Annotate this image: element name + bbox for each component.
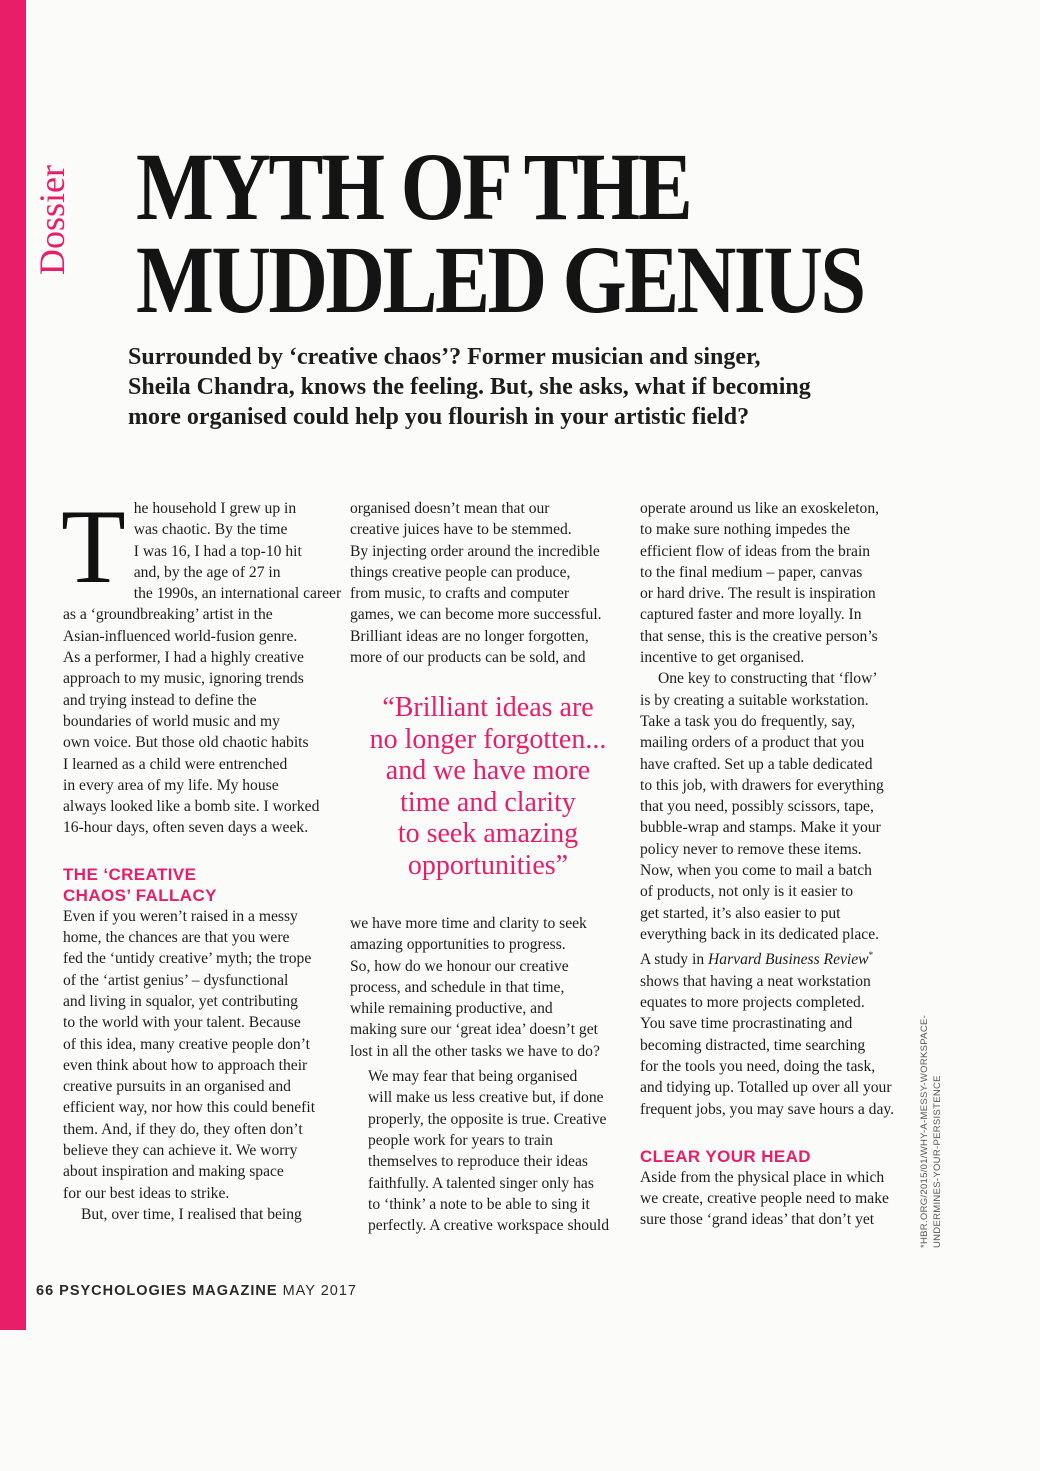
text-line: and tidying up. Totalled up over all your (640, 1079, 892, 1097)
text-line: to the world with your talent. Because (63, 1014, 301, 1032)
standfirst (128, 342, 968, 432)
text-line: will make us less creative but, if done (368, 1089, 604, 1107)
text-line: games, we can become more successful. (350, 606, 602, 624)
text-line: boundaries of world music and my (63, 712, 280, 730)
text-line: process, and schedule in that time, (350, 978, 565, 996)
paragraph (640, 1167, 910, 1231)
text-line: people work for years to train (368, 1131, 553, 1149)
text-line: from music, to crafts and computer (350, 585, 570, 603)
article-column-1 (61, 488, 342, 1225)
text-line: of the ‘artist genius’ – dysfunctional (63, 971, 289, 989)
text-line: we have more time and clarity to seek (350, 915, 587, 932)
text-line: always looked like a bomb site. I worked (63, 798, 320, 816)
text-line: of this idea, many creative people don’t (63, 1035, 310, 1053)
text-line: more of our products can be sold, and (350, 649, 586, 667)
text-line: themselves to reproduce their ideas (368, 1153, 588, 1171)
text-line: properly, the opposite is true. Creative (368, 1110, 607, 1128)
text-line: “Brilliant ideas are (382, 692, 594, 723)
text-line: to the final medium – paper, canvas (640, 563, 863, 581)
text-line: Asian-influenced world-fusion genre. (63, 627, 298, 645)
text-line: for the tools you need, doing the task, (640, 1057, 876, 1075)
paragraph (350, 1066, 626, 1236)
subheading-line: CHAOS’ FALLACY (63, 885, 217, 905)
text-line: for our best ideas to strike. (63, 1184, 230, 1202)
text-line: incentive to get organised. (640, 649, 805, 667)
paragraph (640, 498, 910, 668)
section-color-bar (0, 0, 26, 1330)
text-line: I learned as a child were entrenched (63, 755, 288, 773)
text-line: things creative people can produce, (350, 563, 571, 581)
citation-prefix: A study in (640, 951, 709, 969)
text-line: own voice. But those old chaotic habits (63, 734, 309, 752)
pull-quote (352, 692, 624, 881)
text-line: no longer forgotten... (369, 723, 607, 755)
text-line: while remaining productive, and (350, 1000, 553, 1018)
magazine-name: PSYCHOLOGIES MAGAZINE (59, 1283, 278, 1299)
text-line: sure those ‘grand ideas’ that don’t yet (640, 1211, 875, 1229)
standfirst-line: more organised could help you flourish in your artistic field? (128, 404, 750, 430)
article-column-2 (350, 498, 626, 1235)
text-line: about inspiration and making space (63, 1163, 284, 1181)
text-line: was chaotic. By the time (133, 521, 288, 539)
text-line: By injecting order around the incredible (350, 542, 600, 560)
text-line: and we have more (385, 755, 591, 786)
text-line: he household I grew up in (133, 500, 297, 517)
citation-line (640, 945, 910, 970)
text-line: that you need, possibly scissors, tape, (640, 798, 874, 816)
text-line: Now, when you come to mail a batch (640, 862, 872, 880)
text-line: the 1990s, an international career (133, 585, 342, 603)
text-line: even think about how to approach their (63, 1056, 308, 1074)
text-line: faithfully. A talented singer only has (368, 1174, 594, 1192)
text-line: efficient flow of ideas from the brain (640, 542, 871, 560)
text-line: lost in all the other tasks we have to do? (350, 1042, 600, 1060)
issue-date: MAY 2017 (282, 1283, 357, 1299)
text-line: One key to constructing that ‘flow’ (658, 670, 878, 688)
text-line: bubble-wrap and stamps. Make it your (640, 819, 881, 837)
text-line: Brilliant ideas are no longer forgotten, (350, 627, 589, 645)
text-line: frequent jobs, you may save hours a day. (640, 1100, 895, 1118)
standfirst-line: Surrounded by ‘creative chaos’? Former musician and singer, (128, 344, 761, 370)
headline (136, 133, 876, 333)
text-line: them. And, if they do, they often don’t (63, 1120, 303, 1138)
text-line: I was 16, I had a top-10 hit (133, 542, 302, 560)
text-line: equates to more projects completed. (640, 994, 865, 1012)
text-line: time and clarity (400, 786, 576, 818)
headline-line: MUDDLED GENIUS (136, 226, 864, 333)
text-line: shows that having a neat workstation (640, 972, 871, 990)
text-line: to ‘think’ a note to be able to sing it (368, 1195, 590, 1213)
text-line: creative juices have to be stemmed. (350, 521, 572, 539)
text-line: opportunities” (407, 849, 569, 881)
paragraph (63, 906, 325, 1204)
text-line: perfectly. A creative workspace should (368, 1217, 610, 1235)
standfirst-line: Sheila Chandra, knows the feeling. But, she asks, what if becoming (128, 374, 811, 400)
footnote-mark: * (868, 950, 874, 961)
footnote-line: *HBR.ORG/2015/01/WHY-A-MESSY-WORKSPACE- (919, 1014, 930, 1248)
paragraph (640, 668, 910, 945)
text-line: everything back in its dedicated place. (640, 925, 880, 943)
text-line: get started, it’s also easier to put (640, 904, 841, 922)
subheading-line: THE ‘CREATIVE (63, 864, 197, 884)
text-line: of products, not only is it easier to (640, 883, 854, 901)
text-line: You save time procrastinating and (640, 1015, 853, 1033)
text-line: that sense, this is the creative person’s (640, 627, 878, 645)
text-line: to seek amazing (397, 818, 579, 849)
text-line: Even if you weren’t raised in a messy (63, 907, 298, 925)
footnote (919, 1014, 947, 1248)
page-number: 66 (36, 1283, 55, 1299)
text-line: is by creating a suitable workstation. (640, 691, 869, 709)
text-line: operate around us like an exoskeleton, (640, 500, 880, 517)
text-line: and, by the age of 27 in (133, 563, 281, 581)
text-line: policy never to remove these items. (640, 840, 862, 858)
text-line: Take a task you do frequently, say, (640, 712, 856, 730)
text-line: and living in squalor, yet contributing (63, 992, 298, 1010)
text-line: or hard drive. The result is inspiration (640, 585, 876, 603)
text-line: to this job, with drawers for everything (640, 776, 884, 794)
text-line: So, how do we honour our creative (350, 957, 569, 975)
paragraph (350, 913, 626, 1062)
text-line: approach to my music, ignoring trends (63, 670, 304, 688)
text-line: believe they can achieve it. We worry (63, 1142, 298, 1160)
footnote-line: UNDERMINES-YOUR-PERSISTENCE (931, 1075, 943, 1248)
text-line: home, the chances are that you were (63, 929, 290, 947)
text-line: fed the ‘untidy creative’ myth; the trope (63, 950, 312, 968)
text-line: efficient way, nor how this could benefit (63, 1099, 316, 1117)
text-line: to make sure nothing impedes the (640, 521, 851, 539)
text-line: Aside from the physical place in which (640, 1168, 885, 1186)
text-line: have crafted. Set up a table dedicated (640, 755, 873, 773)
paragraph-continued (350, 913, 626, 1236)
text-line: We may fear that being organised (368, 1068, 578, 1086)
text-line: becoming distracted, time searching (640, 1036, 866, 1054)
paragraph-lines (640, 668, 910, 945)
text-line: amazing opportunities to progress. (350, 936, 566, 954)
text-line: 16-hour days, often seven days a week. (63, 819, 309, 837)
text-line: As a performer, I had a highly creative (63, 649, 304, 667)
paragraph (350, 498, 626, 668)
text-line: making sure our ‘great idea’ doesn’t get (350, 1021, 598, 1039)
text-line: as a ‘groundbreaking’ artist in the (63, 606, 273, 624)
paragraph (63, 1204, 325, 1225)
text-line: we create, creative people need to make (640, 1190, 889, 1208)
subheading: CLEAR YOUR HEAD (640, 1146, 811, 1166)
text-line: captured faster and more loyally. In (640, 606, 862, 624)
text-line: mailing orders of a product that you (640, 734, 865, 752)
section-label: Dossier (32, 165, 72, 275)
paragraph (640, 971, 910, 1120)
text-line: creative pursuits in an organised and (63, 1078, 291, 1096)
article-column-3 (640, 498, 910, 1231)
text-line: in every area of my life. My house (63, 776, 279, 794)
text-line: and trying instead to define the (63, 691, 257, 709)
text-line: But, over time, I realised that being (81, 1205, 302, 1223)
journal-title: Harvard Business Review (708, 951, 869, 969)
text-line: organised doesn’t mean that our (350, 500, 550, 517)
headline-line: MYTH OF THE (136, 133, 691, 240)
drop-cap: T (61, 488, 126, 605)
subheading (63, 864, 325, 906)
page-footer (36, 1283, 357, 1299)
